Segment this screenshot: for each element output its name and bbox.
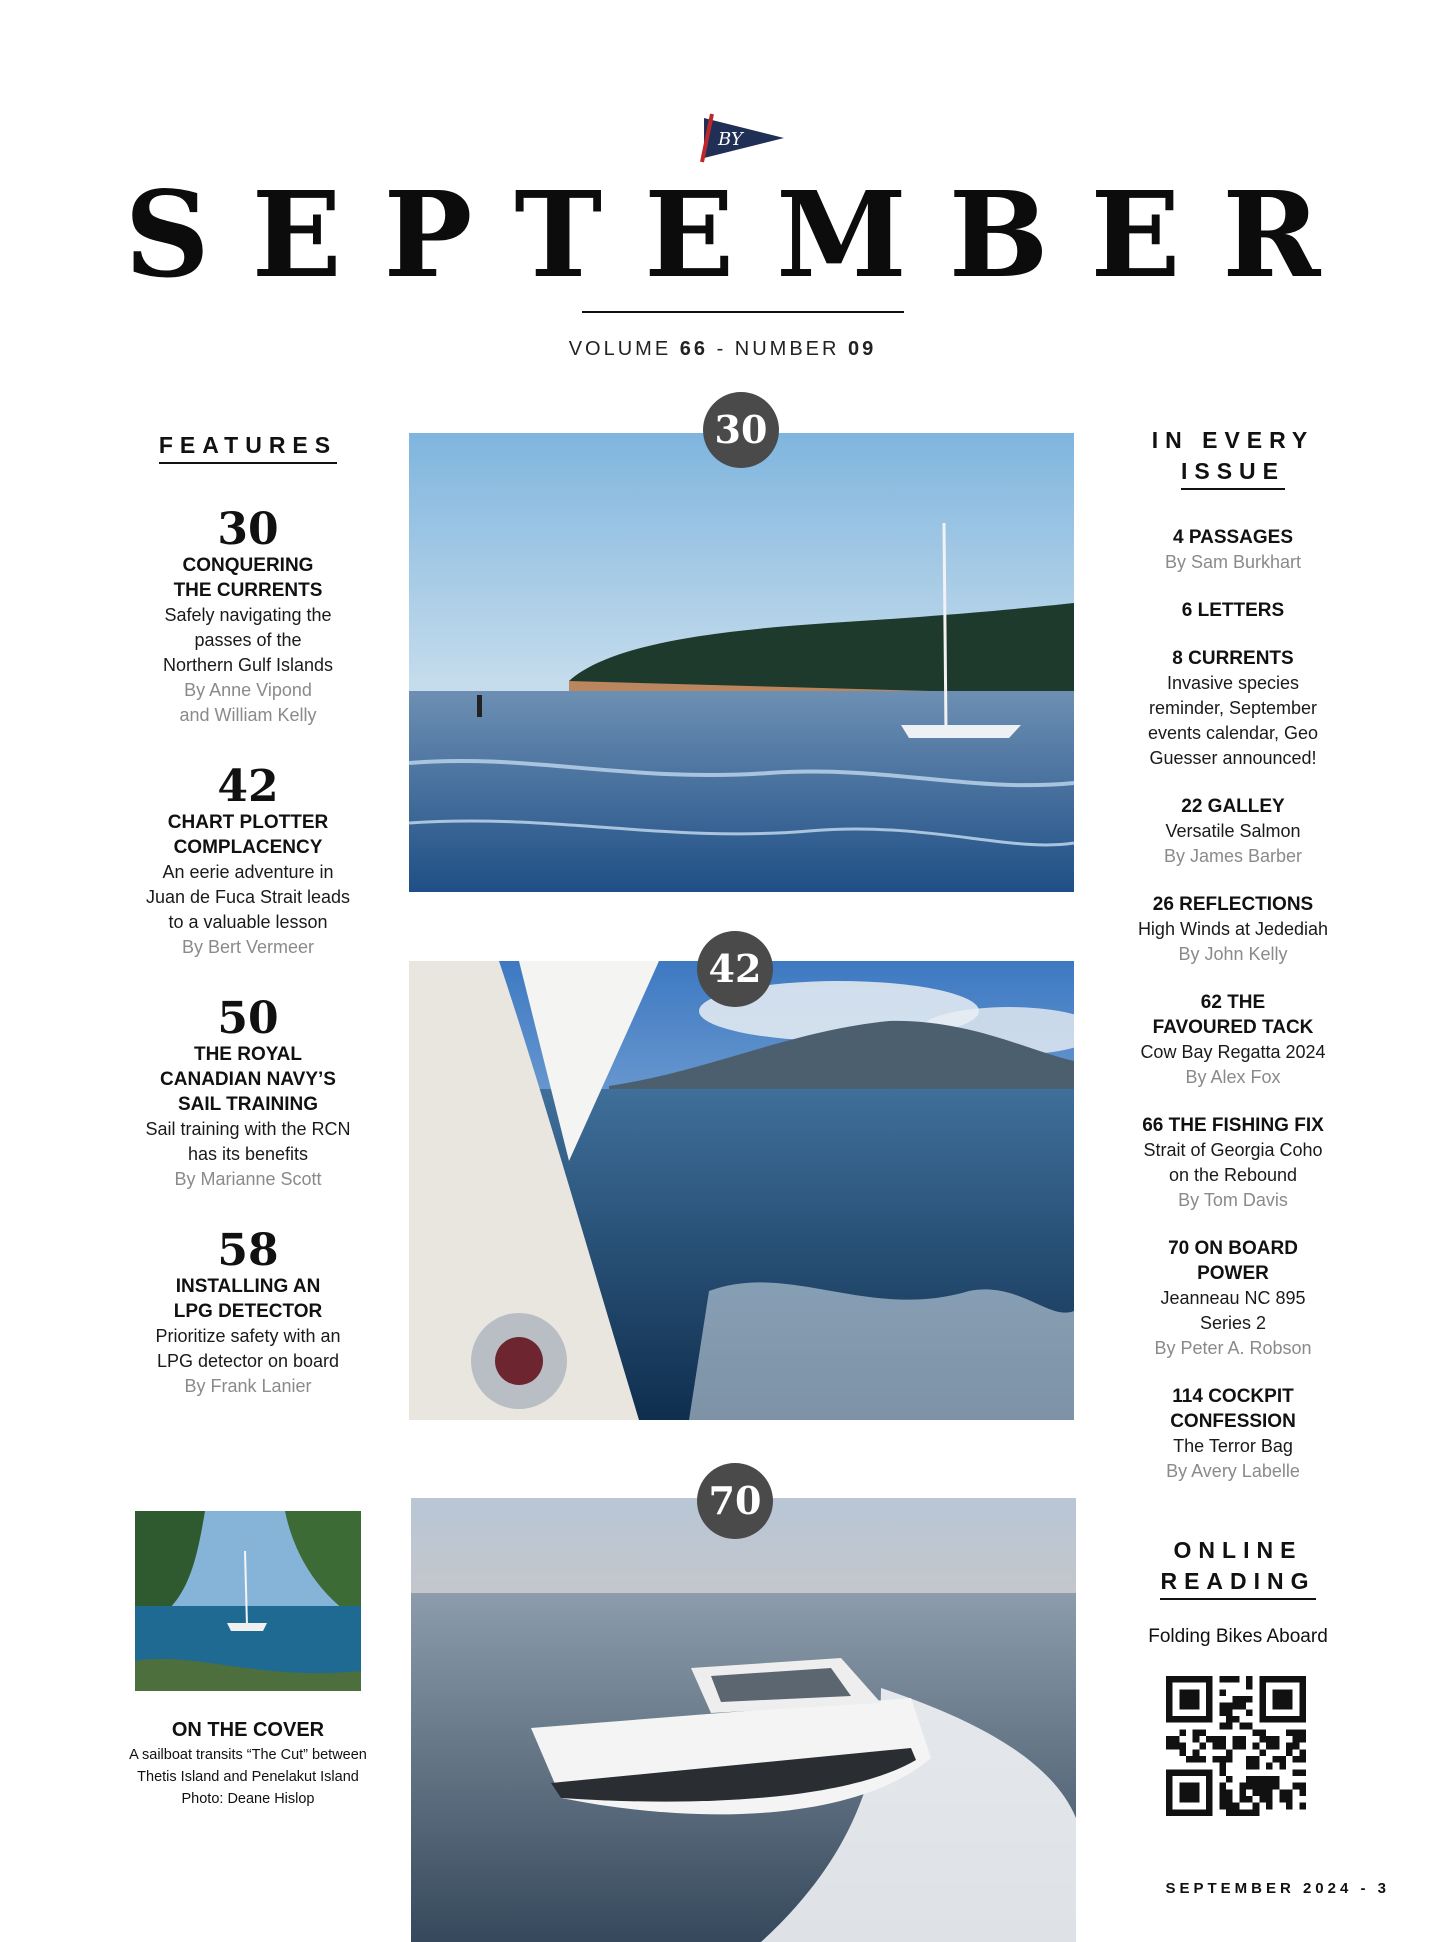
feature-byline: By Anne Vipond	[184, 680, 312, 700]
department-description: Jeanneau NC 895	[1160, 1288, 1306, 1308]
feature-description: has its benefits	[187, 1144, 309, 1164]
feature-byline: and William Kelly	[179, 705, 317, 725]
feature-byline: By Marianne Scott	[174, 1169, 322, 1189]
department-byline: By Sam Burkhart	[1164, 552, 1302, 572]
feature-description: Prioritize safety with an	[155, 1326, 341, 1346]
feature-description: to a valuable lesson	[168, 912, 328, 932]
feature-description: Northern Gulf Islands	[162, 655, 334, 675]
cover-photo-credit: Photo: Deane Hislop	[181, 1791, 315, 1807]
department-description: on the Rebound	[1168, 1165, 1298, 1185]
feature-photo-on-board-power[interactable]	[411, 1498, 1076, 1942]
feature-description: passes of the	[194, 630, 302, 650]
feature-description: Juan de Fuca Strait leads	[145, 887, 351, 907]
page-badge-30: 30	[703, 392, 779, 468]
volume-number: 66	[679, 338, 708, 360]
volume-line	[0, 338, 1445, 361]
feature-title: SAIL TRAINING	[177, 1094, 319, 1115]
department-title: 66 THE FISHING FIX	[1142, 1115, 1324, 1136]
department-item[interactable]	[1120, 1113, 1346, 1213]
feature-byline: By Frank Lanier	[184, 1376, 312, 1396]
department-title: CONFESSION	[1170, 1411, 1296, 1432]
department-byline: By Alex Fox	[1185, 1067, 1281, 1087]
department-item[interactable]	[1120, 598, 1346, 623]
department-title: POWER	[1197, 1263, 1269, 1284]
feature-item[interactable]	[120, 993, 376, 1192]
features-column	[120, 430, 376, 1435]
department-item[interactable]	[1120, 892, 1346, 967]
department-title: 114 COCKPIT	[1172, 1386, 1294, 1407]
online-article-link[interactable]: Folding Bikes Aboard	[1148, 1626, 1328, 1647]
feature-item[interactable]	[120, 761, 376, 960]
department-item[interactable]	[1120, 1384, 1346, 1484]
feature-photo-chart-plotter[interactable]	[409, 961, 1074, 1420]
department-description: Cow Bay Regatta 2024	[1140, 1042, 1326, 1062]
feature-title: CANADIAN NAVY’S	[160, 1069, 336, 1090]
department-byline: By Avery Labelle	[1166, 1461, 1300, 1481]
department-item[interactable]	[1120, 646, 1346, 771]
features-heading: FEATURES	[120, 430, 376, 461]
page-badge-42: 42	[697, 931, 773, 1007]
department-item[interactable]	[1120, 1236, 1346, 1361]
department-byline: By Peter A. Robson	[1154, 1338, 1312, 1358]
department-description: Invasive species	[1166, 673, 1300, 693]
online-reading-heading: ONLINE READING	[1120, 1535, 1356, 1597]
feature-title: THE CURRENTS	[173, 580, 323, 601]
department-title: FAVOURED TACK	[1152, 1017, 1314, 1038]
cover-description: A sailboat transits “The Cut” between Thetis Island and Penelakut Island	[129, 1747, 367, 1785]
number-label: NUMBER	[734, 338, 840, 360]
department-title: 8 CURRENTS	[1172, 648, 1294, 669]
in-every-issue-list	[1120, 525, 1346, 1484]
feature-title: COMPLACENCY	[173, 837, 323, 858]
department-description: The Terror Bag	[1173, 1436, 1293, 1456]
feature-page-number: 50	[217, 993, 279, 1044]
feature-item[interactable]	[120, 504, 376, 728]
issue-month-title: SEPTEMBER	[124, 165, 1363, 304]
department-description: Versatile Salmon	[1165, 821, 1301, 841]
qr-code-icon[interactable]	[1166, 1676, 1306, 1816]
department-description: reminder, September	[1148, 698, 1318, 718]
department-description: events calendar, Geo	[1147, 723, 1319, 743]
pennant-logo-icon	[698, 112, 788, 164]
feature-photo-currents[interactable]	[409, 433, 1074, 892]
feature-description: LPG detector on board	[156, 1351, 340, 1371]
logo-text: BY	[718, 129, 743, 150]
department-byline: By Tom Davis	[1178, 1190, 1288, 1210]
feature-page-number: 42	[217, 761, 279, 812]
department-description: Strait of Georgia Coho	[1143, 1140, 1323, 1160]
department-item[interactable]	[1120, 794, 1346, 869]
department-title: 22 GALLEY	[1181, 796, 1285, 817]
feature-item[interactable]	[120, 1225, 376, 1399]
department-title: 4 PASSAGES	[1172, 527, 1294, 548]
feature-title: INSTALLING AN	[175, 1276, 321, 1297]
feature-description: Sail training with the RCN	[145, 1119, 351, 1139]
in-every-issue-heading: IN EVERY ISSUE	[1120, 425, 1346, 487]
feature-title: LPG DETECTOR	[173, 1301, 323, 1322]
features-list	[120, 504, 376, 1399]
feature-title: CHART PLOTTER	[167, 812, 329, 833]
department-byline: By James Barber	[1163, 846, 1303, 866]
feature-byline: By Bert Vermeer	[181, 937, 315, 957]
department-title: 6 LETTERS	[1181, 600, 1285, 621]
cover-title: ON THE COVER	[171, 1719, 325, 1741]
cover-thumbnail[interactable]	[135, 1511, 361, 1691]
department-byline: By John Kelly	[1178, 944, 1288, 964]
department-item[interactable]	[1120, 990, 1346, 1090]
volume-label: VOLUME	[568, 338, 672, 360]
in-every-issue-column	[1120, 425, 1346, 1507]
department-title: 70 ON BOARD	[1168, 1238, 1298, 1259]
department-title: 62 THE	[1200, 992, 1266, 1013]
department-description: High Winds at Jedediah	[1137, 919, 1329, 939]
department-item[interactable]	[1120, 525, 1346, 575]
page-footer: SEPTEMBER 2024 - 3	[1165, 1880, 1390, 1897]
cover-caption	[110, 1716, 386, 1810]
department-description: Series 2	[1199, 1313, 1267, 1333]
feature-page-number: 30	[217, 504, 279, 555]
feature-page-number: 58	[217, 1225, 279, 1276]
page-badge-70: 70	[697, 1463, 773, 1539]
feature-title: CONQUERING	[182, 555, 314, 576]
feature-description: Safely navigating the	[164, 605, 332, 625]
issue-number: 09	[848, 338, 877, 360]
feature-title: THE ROYAL	[193, 1044, 303, 1065]
department-title: 26 REFLECTIONS	[1152, 894, 1314, 915]
department-description: Guesser announced!	[1149, 748, 1317, 768]
title-divider	[582, 311, 904, 313]
volume-separator: -	[716, 338, 727, 360]
feature-description: An eerie adventure in	[162, 862, 334, 882]
